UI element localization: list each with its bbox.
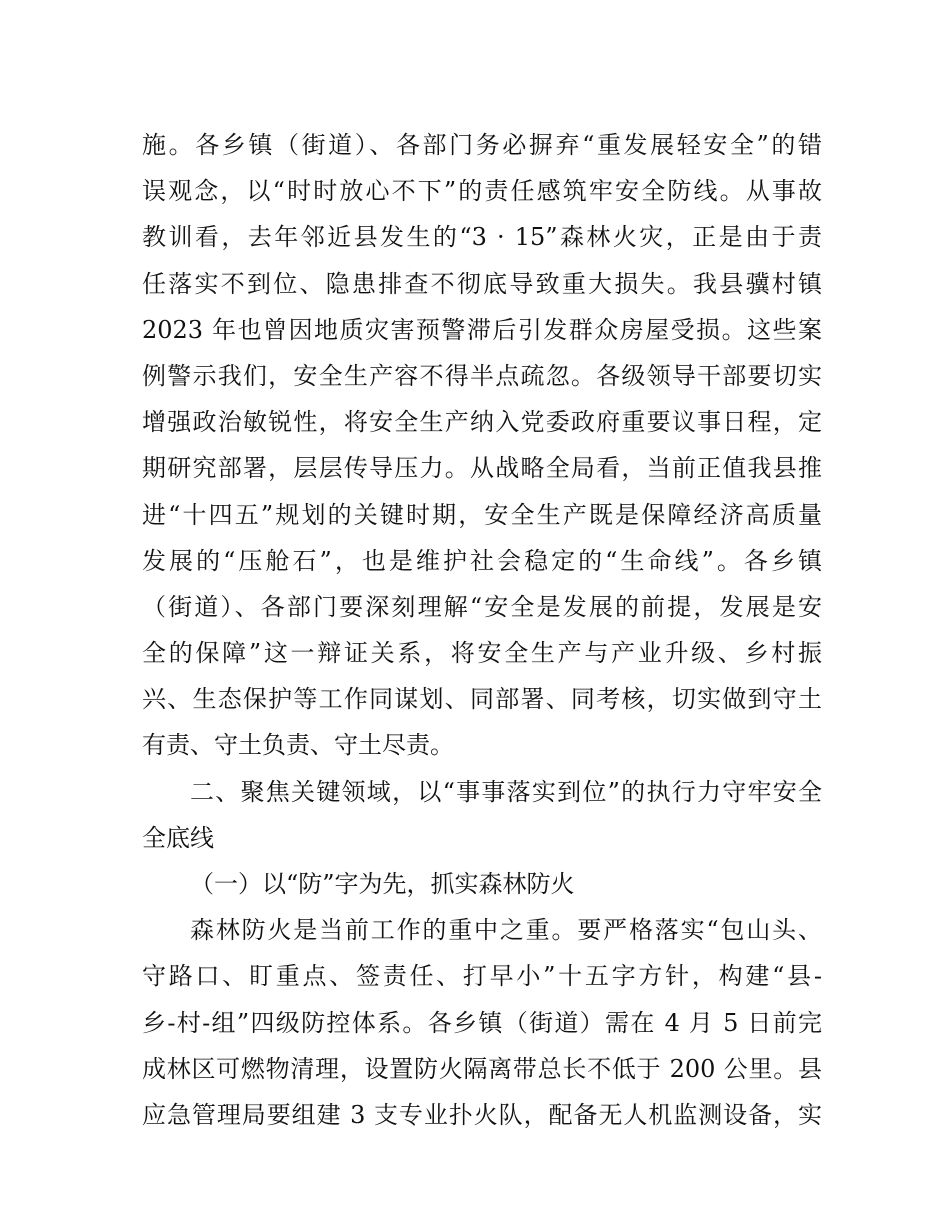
document-body (142, 122, 822, 1138)
paragraph-line: 施。各乡镇（街道）、各部门务必摒弃“重发展轻安全”的错 (142, 131, 822, 159)
paragraph-line: 乡-村-组”四级防控体系。各乡镇（街道）需在 4 月 5 日前完 (142, 1008, 822, 1037)
paragraph-line: 有责、守土负责、守土尽责。 (142, 731, 454, 760)
paragraph-line: 例警示我们，安全生产容不得半点疏忽。各级领导干部要切实 (142, 361, 822, 390)
paragraph-line: 成林区可燃物清理，设置防火隔离带总长不低于 200 公里。县 (142, 1054, 822, 1083)
paragraph-line: 误观念，以“时时放心不下”的责任感筑牢安全防线。从事故 (142, 177, 822, 206)
paragraph-line: 应急管理局要组建 3 支专业扑火队，配备无人机监测设备，实 (142, 1100, 822, 1129)
paragraph-line: 兴、生态保护等工作同谋划、同部署、同考核，切实做到守土 (142, 685, 822, 714)
paragraph-line: 增强政治敏锐性，将安全生产纳入党委政府重要议事日程，定 (142, 408, 822, 437)
paragraph-line: 2023 年也曾因地质灾害预警滞后引发群众房屋受损。这些案 (142, 315, 822, 344)
section-heading: 二、聚焦关键领域，以“事事落实到位”的执行力守牢安全 (190, 777, 822, 806)
section-heading: 全底线 (142, 823, 214, 852)
subsection-heading: （一）以“防”字为先，抓实森林防火 (190, 870, 575, 898)
paragraph-line: 全的保障”这一辩证关系，将安全生产与产业升级、乡村振 (142, 639, 822, 668)
paragraph-line: 任落实不到位、隐患排查不彻底导致重大损失。我县骥村镇 (142, 269, 822, 298)
paragraph-line: 期研究部署，层层传导压力。从战略全局看，当前正值我县推 (142, 454, 822, 483)
paragraph-line: 森林防火是当前工作的重中之重。要严格落实“包山头、 (190, 916, 822, 945)
paragraph-line: 守路口、盯重点、签责任、打早小”十五字方针，构建“县- (142, 962, 822, 991)
paragraph-line: 发展的“压舱石”，也是维护社会稳定的“生命线”。各乡镇 (142, 546, 822, 575)
paragraph-line: （街道）、各部门要深刻理解“安全是发展的前提，发展是安 (142, 592, 822, 621)
paragraph-line: 进“十四五”规划的关键时期，安全生产既是保障经济高质量 (142, 500, 822, 529)
paragraph-line: 教训看，去年邻近县发生的“3 · 15”森林火灾，正是由于责 (142, 223, 822, 252)
